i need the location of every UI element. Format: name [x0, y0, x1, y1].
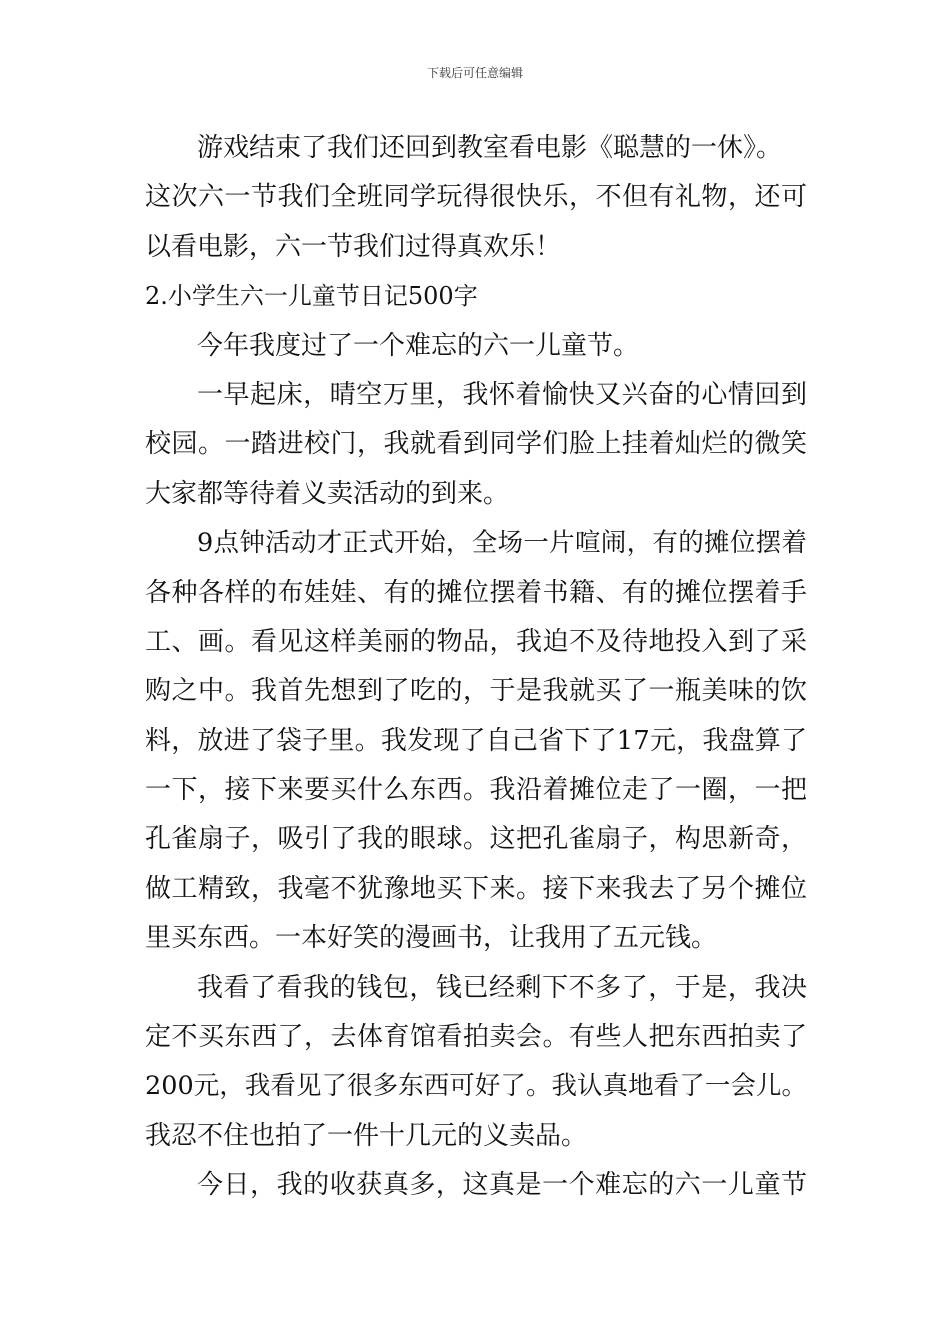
text-line: 200元，我看见了很多东西可好了。我认真地看了一会儿。 [145, 1071, 807, 1102]
text-line: 校园。一踏进校门，我就看到同学们脸上挂着灿烂的微笑 [145, 429, 807, 460]
text-line: 做工精致，我毫不犹豫地买下来。接下来我去了另个摊位 [145, 873, 807, 904]
text-line: 工、画。看见这样美丽的物品，我迫不及待地投入到了采 [145, 626, 807, 657]
text-line: 以看电影，六一节我们过得真欢乐！ [145, 231, 562, 262]
text-line: 大家都等待着义卖活动的到来。 [145, 478, 510, 509]
page-header: 下载后可任意编辑 [426, 66, 523, 80]
text-line: 今年我度过了一个难忘的六一儿童节。 [197, 330, 640, 361]
text-line: 一早起床，晴空万里，我怀着愉快又兴奋的心情回到 [197, 379, 807, 410]
text-line: 游戏结束了我们还回到教室看电影《聪慧的一休》。 [197, 133, 783, 163]
text-line: 9点钟活动才正式开始，全场一片喧闹，有的摊位摆着 [197, 528, 807, 559]
text-line: 定不买东西了，去体育馆看拍卖会。有些人把东西拍卖了 [145, 1022, 807, 1053]
document-body [145, 124, 807, 1211]
text-line: 一下，接下来要买什么东西。我沿着摊位走了一圈，一把 [145, 775, 807, 806]
section-heading: 2.小学生六一儿童节日记500字 [145, 282, 478, 311]
text-line: 这次六一节我们全班同学玩得很快乐，不但有礼物，还可 [145, 182, 807, 213]
text-line: 料，放进了袋子里。我发现了自己省下了17元，我盘算了 [145, 725, 807, 756]
text-line: 我忍不住也拍了一件十几元的义卖品。 [145, 1120, 588, 1151]
text-line: 购之中。我首先想到了吃的，于是我就买了一瓶美味的饮 [145, 676, 807, 707]
text-line: 各种各样的布娃娃、有的摊位摆着书籍、有的摊位摆着手 [145, 577, 807, 608]
text-line: 孔雀扇子，吸引了我的眼球。这把孔雀扇子，构思新奇， [145, 824, 807, 855]
text-line: 今日，我的收获真多，这真是一个难忘的六一儿童节 [197, 1170, 807, 1201]
text-line: 里买东西。一本好笑的漫画书，让我用了五元钱。 [145, 923, 718, 954]
text-line: 我看了看我的钱包，钱已经剩下不多了，于是，我决 [197, 972, 807, 1003]
